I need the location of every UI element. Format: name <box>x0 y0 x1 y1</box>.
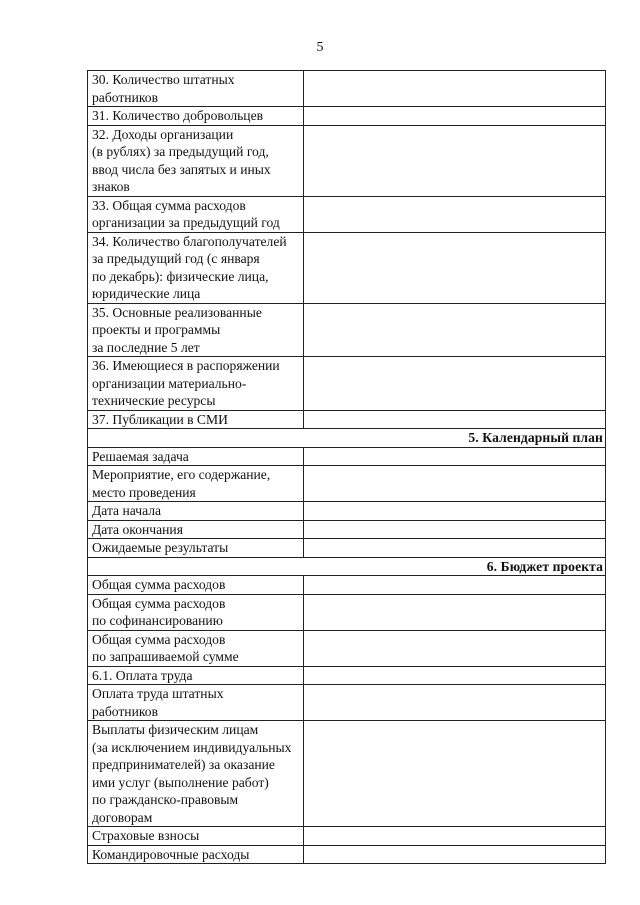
field-label-line: по гражданско-правовым <box>92 792 239 807</box>
field-value-cell[interactable] <box>304 845 606 864</box>
field-label-line: юридические лица <box>92 286 201 301</box>
field-label-cell <box>88 502 304 521</box>
field-label-line: 30. Количество штатных <box>92 72 235 87</box>
field-label-line: договорам <box>92 809 153 825</box>
form-row <box>88 466 606 502</box>
field-label-cell <box>88 303 304 357</box>
field-value-cell[interactable] <box>304 666 606 685</box>
field-label-line: 37. Публикации в СМИ <box>92 411 228 427</box>
field-label-cell <box>88 520 304 539</box>
field-value-cell[interactable] <box>304 410 606 429</box>
field-label-cell <box>88 630 304 666</box>
field-value-cell[interactable] <box>304 196 606 232</box>
field-label-line: Страховые взносы <box>92 828 200 843</box>
section-title: 5. Календарный план <box>88 429 606 448</box>
field-label-line: проекты и программы <box>92 322 221 337</box>
field-label-cell <box>88 827 304 846</box>
form-row <box>88 502 606 521</box>
field-value-cell[interactable] <box>304 827 606 846</box>
field-value-cell[interactable] <box>304 71 606 107</box>
section-header-row <box>88 429 606 448</box>
field-label-line: 6.1. Оплата труда <box>92 667 193 683</box>
form-row <box>88 520 606 539</box>
form-row <box>88 576 606 595</box>
page-number: 5 <box>316 40 324 55</box>
field-label-line: 36. Имеющиеся в распоряжении <box>92 358 280 373</box>
field-label-cell <box>88 539 304 558</box>
field-label-line: Мероприятие, его содержание, <box>92 467 271 482</box>
field-label-line: организации за предыдущий год <box>92 215 280 230</box>
section-header-row <box>88 557 606 576</box>
field-label-cell <box>88 357 304 411</box>
field-label-cell <box>88 721 304 827</box>
form-row <box>88 685 606 721</box>
field-label-line: Общая сумма расходов <box>92 577 226 592</box>
field-label-line: ими услуг (выполнение работ) <box>92 774 269 790</box>
field-label-cell <box>88 666 304 685</box>
field-label-cell <box>88 685 304 721</box>
field-label-line: 32. Доходы организации <box>92 126 234 142</box>
field-label-line: Ожидаемые результаты <box>92 540 229 555</box>
field-value-cell[interactable] <box>304 447 606 466</box>
field-label-line: Выплаты физическим лицам <box>92 722 259 737</box>
form-row <box>88 196 606 232</box>
field-value-cell[interactable] <box>304 357 606 411</box>
form-row <box>88 410 606 429</box>
field-label-line: Дата начала <box>92 503 162 518</box>
field-value-cell[interactable] <box>304 594 606 630</box>
field-label-line: по декабрь): физические лица, <box>92 268 269 284</box>
field-label-line: Дата окончания <box>92 521 183 537</box>
field-label-line: (в рублях) за предыдущий год, <box>92 144 269 159</box>
field-label-line: за последние 5 лет <box>92 339 200 355</box>
field-label-line: по софинансированию <box>92 613 223 628</box>
field-value-cell[interactable] <box>304 125 606 196</box>
field-label-line: Решаемая задача <box>92 448 189 464</box>
form-row <box>88 71 606 107</box>
application-form-table <box>87 70 606 864</box>
field-value-cell[interactable] <box>304 576 606 595</box>
field-label-line: работников <box>92 703 158 719</box>
form-row <box>88 845 606 864</box>
field-label-line: 34. Количество благополучателей <box>92 233 287 249</box>
field-value-cell[interactable] <box>304 303 606 357</box>
field-label-line: Общая сумма расходов <box>92 595 226 611</box>
field-value-cell[interactable] <box>304 502 606 521</box>
form-row <box>88 447 606 466</box>
field-label-line: (за исключением индивидуальных <box>92 739 292 755</box>
form-row <box>88 827 606 846</box>
field-label-cell <box>88 107 304 126</box>
field-label-line: 33. Общая сумма расходов <box>92 197 246 213</box>
field-value-cell[interactable] <box>304 520 606 539</box>
field-label-cell <box>88 232 304 303</box>
field-label-line: знаков <box>92 179 130 194</box>
field-value-cell[interactable] <box>304 539 606 558</box>
form-row <box>88 666 606 685</box>
field-label-line: за предыдущий год (с января <box>92 251 260 266</box>
field-label-line: ввод числа без запятых и иных <box>92 161 271 177</box>
field-label-cell <box>88 410 304 429</box>
field-label-cell <box>88 845 304 864</box>
field-label-cell <box>88 594 304 630</box>
field-label-cell <box>88 125 304 196</box>
field-label-line: Общая сумма расходов <box>92 631 226 647</box>
field-label-line: работников <box>92 89 158 105</box>
form-row <box>88 107 606 126</box>
section-title: 6. Бюджет проекта <box>88 557 606 576</box>
form-row <box>88 594 606 630</box>
field-label-cell <box>88 447 304 466</box>
form-row <box>88 357 606 411</box>
field-label-line: 31. Количество добровольцев <box>92 108 264 123</box>
form-row <box>88 125 606 196</box>
field-value-cell[interactable] <box>304 466 606 502</box>
field-label-line: предпринимателей) за оказание <box>92 757 275 772</box>
field-label-line: по запрашиваемой сумме <box>92 649 239 664</box>
field-label-cell <box>88 466 304 502</box>
field-label-cell <box>88 71 304 107</box>
field-label-cell <box>88 196 304 232</box>
form-row <box>88 721 606 827</box>
field-label-cell <box>88 576 304 595</box>
field-label-line: место проведения <box>92 484 196 500</box>
field-value-cell[interactable] <box>304 685 606 721</box>
field-value-cell[interactable] <box>304 630 606 666</box>
field-value-cell[interactable] <box>304 721 606 827</box>
field-value-cell[interactable] <box>304 232 606 303</box>
field-label-line: организации материально- <box>92 375 247 391</box>
field-label-line: 35. Основные реализованные <box>92 304 262 320</box>
form-row <box>88 630 606 666</box>
field-label-line: Оплата труда штатных <box>92 686 224 701</box>
form-row <box>88 303 606 357</box>
form-row <box>88 232 606 303</box>
form-row <box>88 539 606 558</box>
form-table-body <box>88 71 606 864</box>
field-value-cell[interactable] <box>304 107 606 126</box>
field-label-line: Командировочные расходы <box>92 846 250 862</box>
field-label-line: технические ресурсы <box>92 393 216 408</box>
